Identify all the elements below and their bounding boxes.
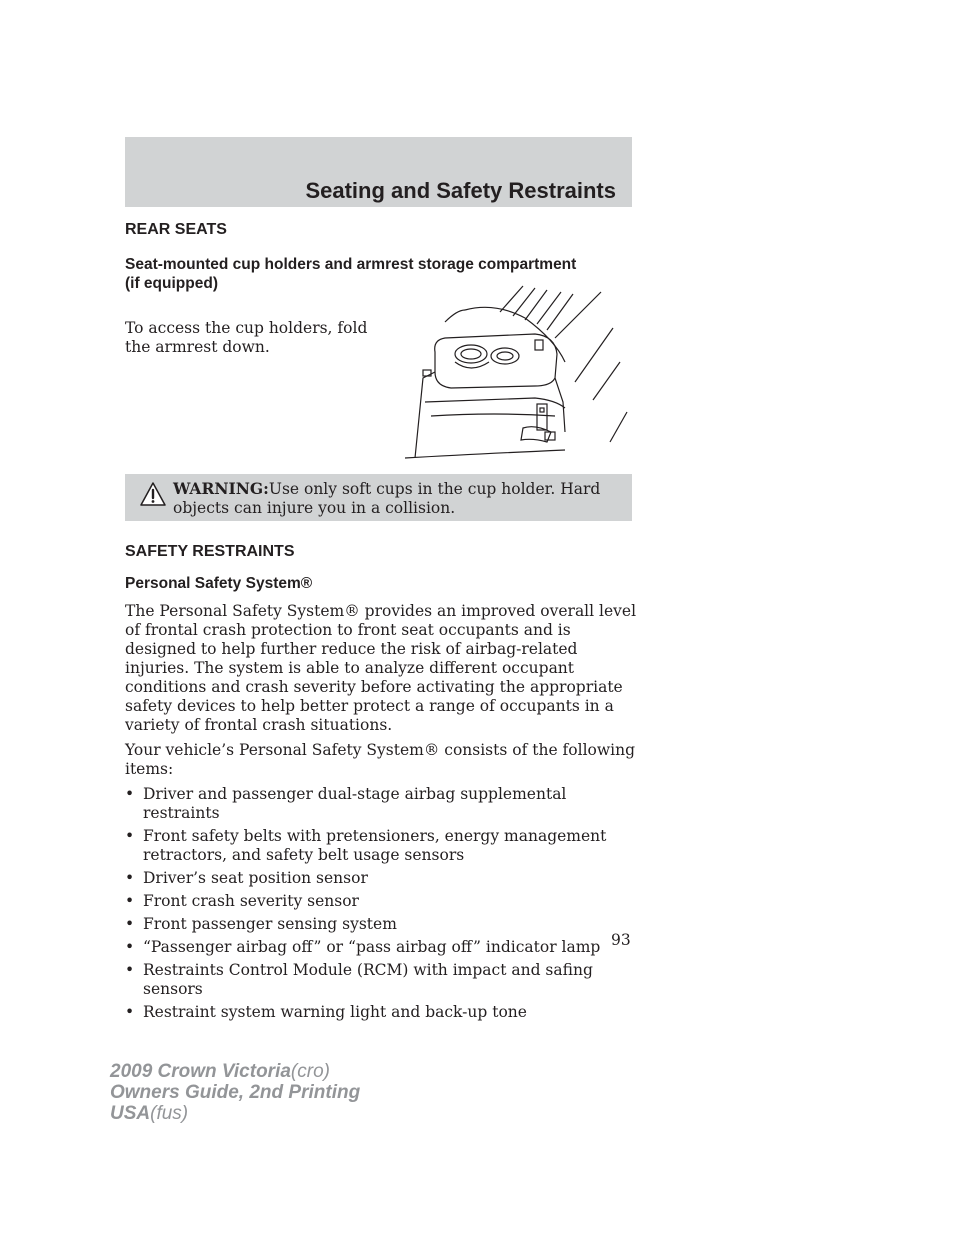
cup-holder-instructions (125, 319, 385, 357)
safety-restraints-section (125, 542, 637, 1026)
rear-seats-heading: REAR SEATS (125, 221, 227, 238)
header-band (125, 137, 632, 207)
intro-text: To access the cup holders, fold the armrest down. (125, 319, 368, 356)
document-footer (110, 1061, 360, 1124)
warning-label: WARNING: (173, 479, 269, 498)
cup-holders-subheading-line1: Seat-mounted cup holders and armrest storage compartment (125, 256, 577, 273)
warning-message: Use only soft cups in the cup holder. Hard objects can injure you in a collision. (173, 480, 601, 517)
footer-region: USA (110, 1103, 151, 1124)
list-item: • Restraints Control Module (RCM) with impact and safing sensors (125, 961, 637, 999)
personal-safety-system-subheading: Personal Safety System® (125, 575, 313, 592)
list-item: • Driver’s seat position sensor (125, 869, 637, 888)
warning-box (125, 474, 632, 521)
page-number: 93 (611, 931, 631, 949)
pss-items-list (125, 785, 637, 1022)
warning-text (173, 479, 618, 518)
footer-line-3 (110, 1103, 360, 1124)
footer-model: 2009 Crown Victoria (110, 1061, 291, 1082)
footer-line-2 (110, 1082, 360, 1103)
armrest-cup-holder-illustration (405, 282, 630, 462)
list-item: • Front safety belts with pretensioners, energy management retractors, and safety belt usage sensors (125, 827, 637, 865)
cup-holders-subheading-line2: (if equipped) (125, 275, 218, 292)
footer-model-code: (cro) (290, 1061, 330, 1082)
pss-items-intro: Your vehicle’s Personal Safety System® consists of the following items: (125, 741, 635, 778)
warning-triangle-icon (140, 481, 166, 507)
footer-line-1 (110, 1061, 360, 1082)
pss-description-paragraph: The Personal Safety System® provides an improved overall level of frontal crash protection to front seat occupants and is designed to help further reduce the risk of airbag-related injuries. The system is able to analyze different occupant conditions and crash severity before activating the appropriate safety devices to help better protect a range of occupants in a variety of frontal crash situations. (125, 602, 637, 734)
footer-printing: Owners Guide, 2nd Printing (110, 1082, 361, 1103)
safety-restraints-heading: SAFETY RESTRAINTS (125, 543, 295, 560)
footer-region-code: (fus) (150, 1103, 189, 1124)
list-item: • Restraint system warning light and back-up tone (125, 1003, 637, 1022)
list-item: • Driver and passenger dual-stage airbag supplemental restraints (125, 785, 637, 823)
list-item: • “Passenger airbag off” or “pass airbag off” indicator lamp (125, 938, 637, 957)
list-item: • Front crash severity sensor (125, 892, 637, 911)
section-title: Seating and Safety Restraints (305, 178, 616, 203)
list-item: • Front passenger sensing system (125, 915, 637, 934)
